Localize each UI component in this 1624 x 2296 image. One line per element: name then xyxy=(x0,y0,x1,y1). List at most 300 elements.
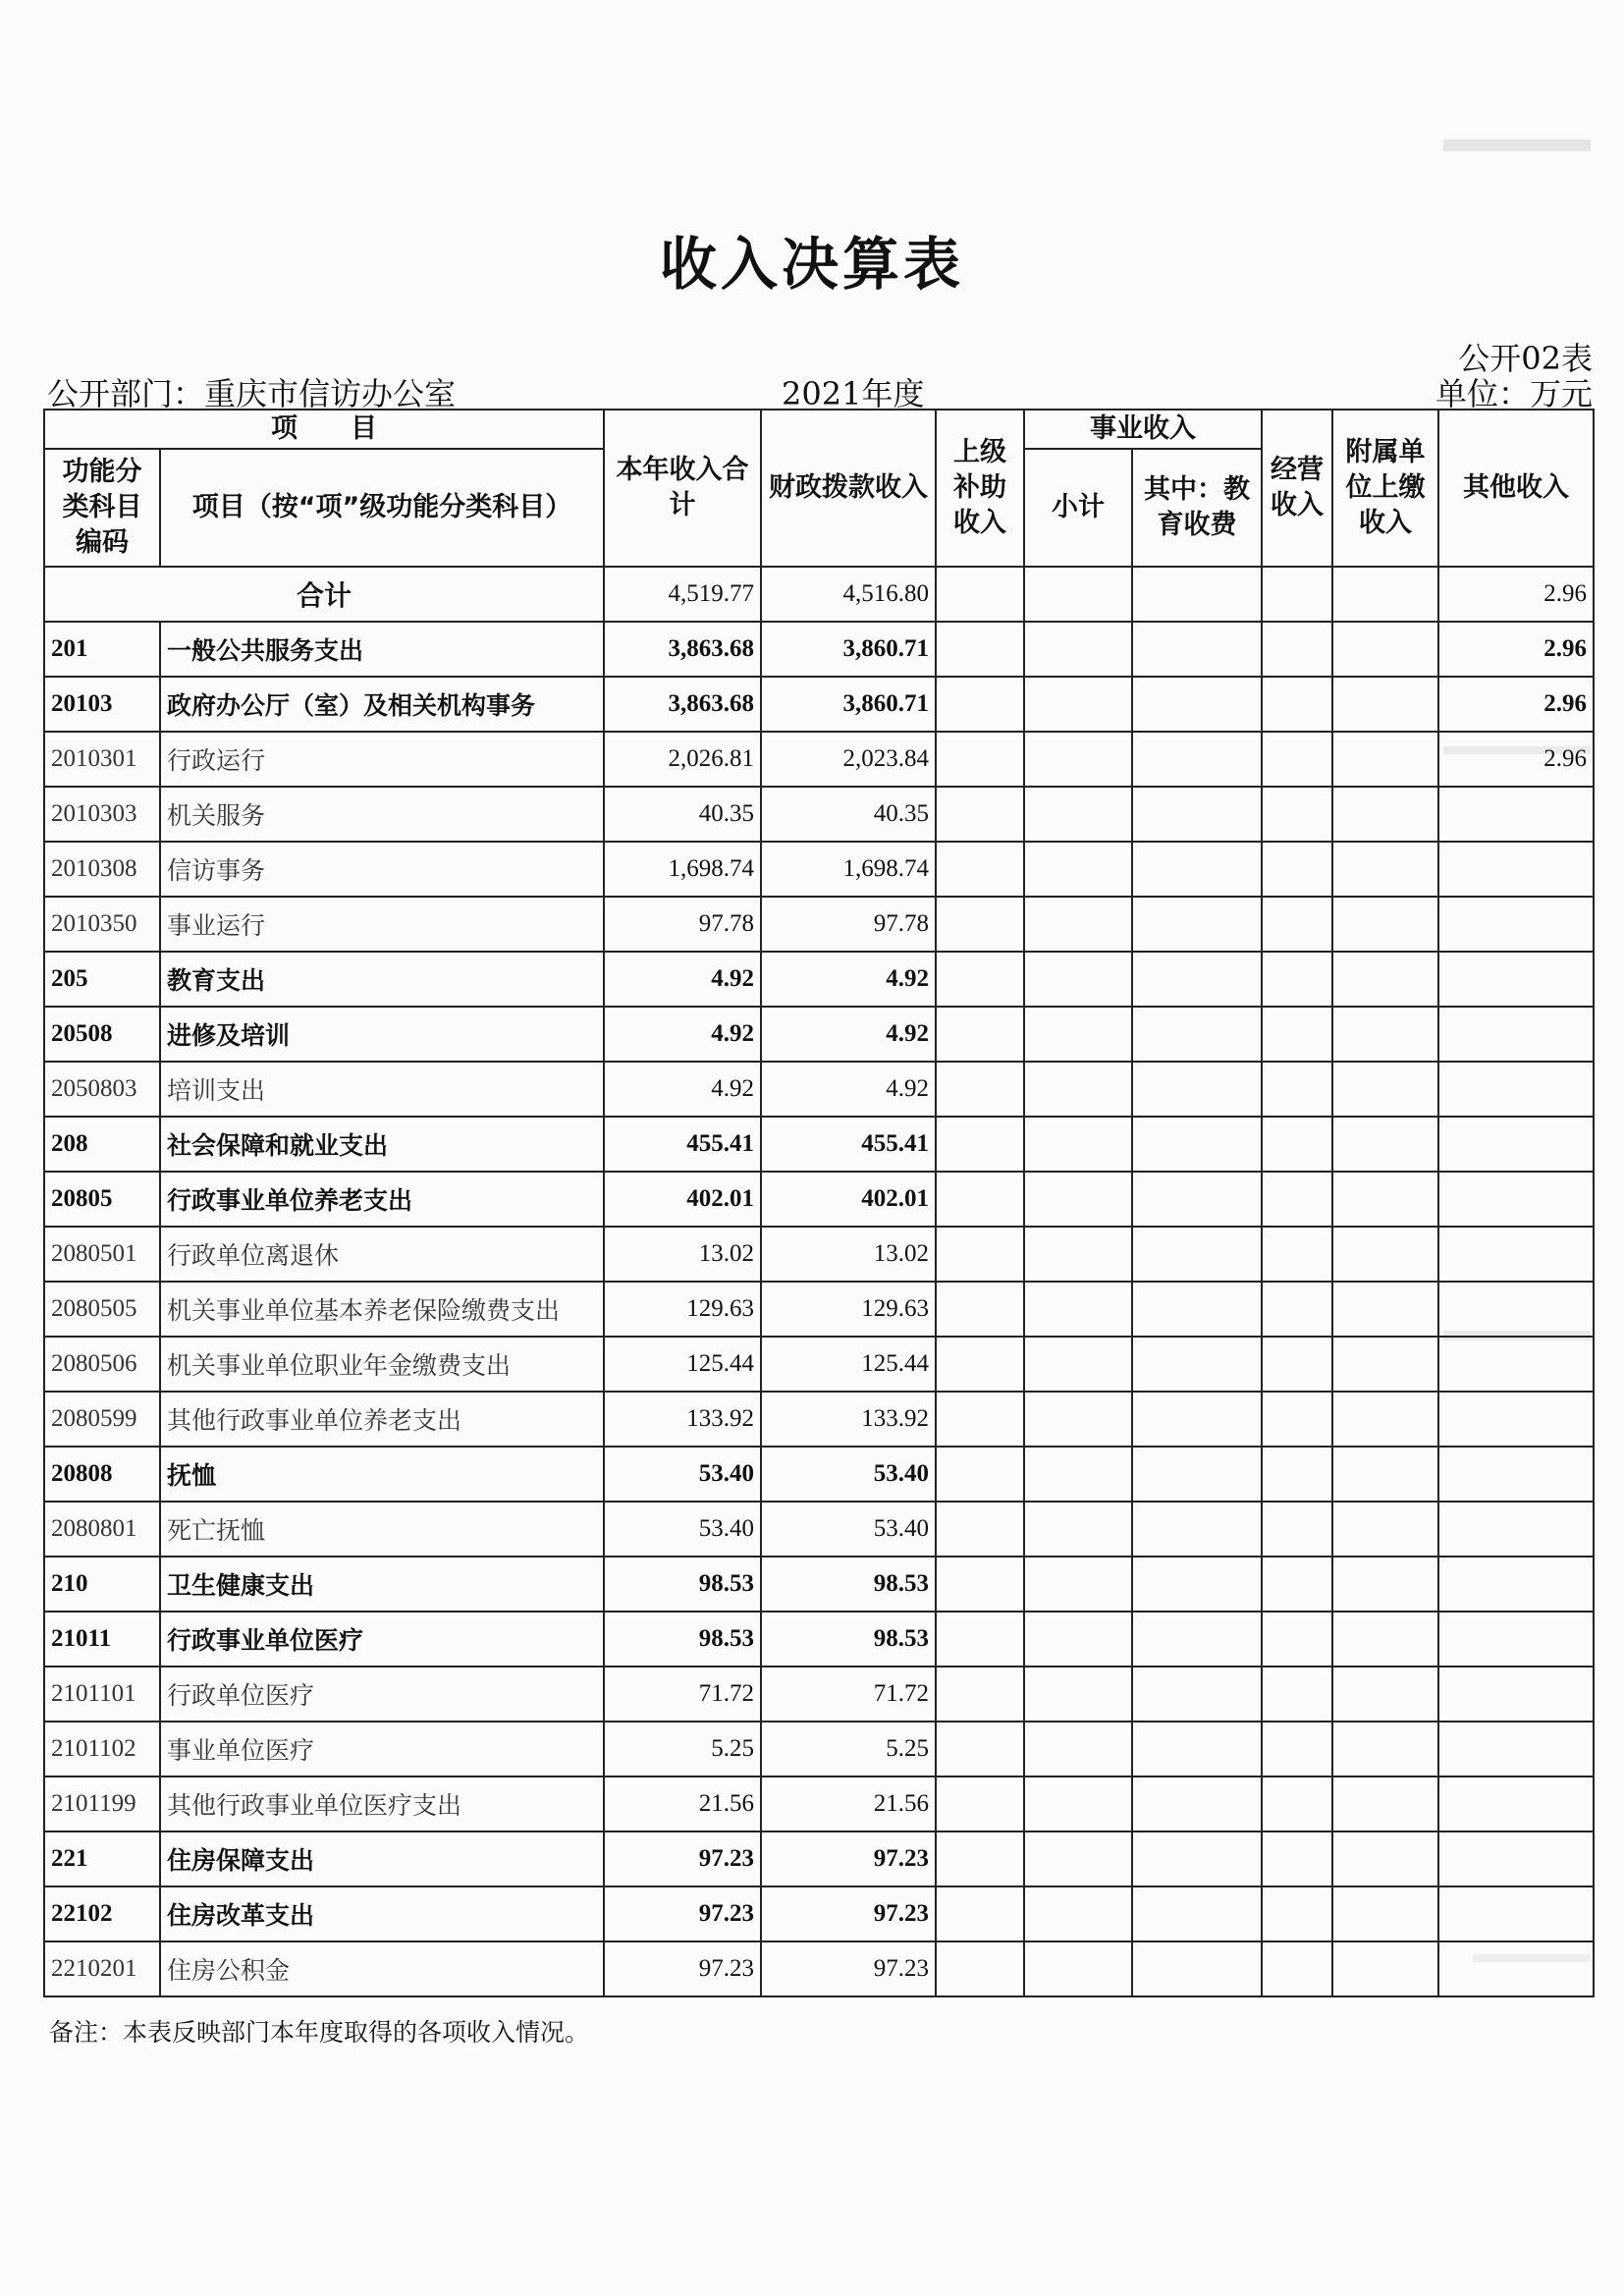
row-name: 机关服务 xyxy=(160,787,604,842)
row-fiscal: 4.92 xyxy=(761,952,936,1007)
row-name: 住房保障支出 xyxy=(160,1831,604,1886)
empty-cell xyxy=(1132,952,1262,1007)
empty-cell xyxy=(1024,1557,1132,1612)
empty-cell xyxy=(936,1612,1024,1667)
empty-cell xyxy=(1024,787,1132,842)
empty-cell xyxy=(1024,1227,1132,1282)
row-fiscal: 3,860.71 xyxy=(761,677,936,732)
empty-cell xyxy=(1332,1447,1438,1502)
row-code: 210 xyxy=(44,1557,160,1612)
row-fiscal: 129.63 xyxy=(761,1282,936,1337)
empty-cell xyxy=(1132,1886,1262,1941)
row-other xyxy=(1438,1941,1594,1996)
empty-cell xyxy=(1024,1282,1132,1337)
empty-cell xyxy=(936,1392,1024,1447)
empty-cell xyxy=(1332,1667,1438,1722)
row-code: 20103 xyxy=(44,677,160,732)
empty-cell xyxy=(936,1007,1024,1062)
empty-cell xyxy=(1332,952,1438,1007)
row-code: 21011 xyxy=(44,1612,160,1667)
row-other: 2.96 xyxy=(1438,622,1594,677)
row-code: 2101199 xyxy=(44,1777,160,1831)
row-fiscal: 97.23 xyxy=(761,1941,936,1996)
table-row xyxy=(44,1886,1594,1941)
empty-cell xyxy=(936,1447,1024,1502)
table-row xyxy=(44,622,1594,677)
empty-cell xyxy=(1332,622,1438,677)
empty-cell xyxy=(1024,732,1132,787)
empty-cell xyxy=(936,1502,1024,1557)
row-fiscal: 98.53 xyxy=(761,1557,936,1612)
empty-cell xyxy=(1262,1886,1332,1941)
row-other xyxy=(1438,1337,1594,1392)
empty-cell xyxy=(1132,1831,1262,1886)
row-name: 信访事务 xyxy=(160,842,604,897)
total-other: 2.96 xyxy=(1438,567,1594,622)
empty-cell xyxy=(1132,842,1262,897)
table-row xyxy=(44,1447,1594,1502)
empty-cell xyxy=(1262,1172,1332,1227)
header-other: 其他收入 xyxy=(1438,410,1594,567)
row-other xyxy=(1438,1667,1594,1722)
row-fiscal: 97.23 xyxy=(761,1831,936,1886)
row-name: 行政事业单位医疗 xyxy=(160,1612,604,1667)
row-fiscal: 133.92 xyxy=(761,1392,936,1447)
row-name: 其他行政事业单位医疗支出 xyxy=(160,1777,604,1831)
empty-cell xyxy=(1332,787,1438,842)
empty-cell xyxy=(1262,1667,1332,1722)
row-fiscal: 455.41 xyxy=(761,1117,936,1172)
empty-cell xyxy=(1024,952,1132,1007)
empty-cell xyxy=(1132,1392,1262,1447)
empty-cell xyxy=(1262,1062,1332,1117)
empty-cell xyxy=(1262,1722,1332,1777)
row-total: 97.23 xyxy=(604,1941,761,1996)
row-fiscal: 402.01 xyxy=(761,1172,936,1227)
table-row xyxy=(44,842,1594,897)
empty-cell xyxy=(1132,1502,1262,1557)
empty-cell xyxy=(1132,1062,1262,1117)
table-header xyxy=(44,410,1594,567)
empty-cell xyxy=(1332,1722,1438,1777)
empty-cell xyxy=(1332,1007,1438,1062)
empty-cell xyxy=(1024,1886,1132,1941)
row-code: 22102 xyxy=(44,1886,160,1941)
table-row xyxy=(44,732,1594,787)
empty-cell xyxy=(1262,952,1332,1007)
row-code: 221 xyxy=(44,1831,160,1886)
row-code: 20805 xyxy=(44,1172,160,1227)
empty-cell xyxy=(936,842,1024,897)
empty-cell xyxy=(936,1337,1024,1392)
empty-cell xyxy=(1024,897,1132,952)
row-total: 133.92 xyxy=(604,1392,761,1447)
empty-cell xyxy=(936,1886,1024,1941)
row-other xyxy=(1438,1777,1594,1831)
row-total: 129.63 xyxy=(604,1282,761,1337)
empty-cell xyxy=(1024,1117,1132,1172)
row-other xyxy=(1438,1227,1594,1282)
row-other xyxy=(1438,1282,1594,1337)
table-row xyxy=(44,1612,1594,1667)
empty-cell xyxy=(936,1282,1024,1337)
header-subtotal: 小计 xyxy=(1024,449,1132,567)
empty-cell xyxy=(1332,1117,1438,1172)
row-fiscal: 13.02 xyxy=(761,1227,936,1282)
row-total: 402.01 xyxy=(604,1172,761,1227)
table-row xyxy=(44,1557,1594,1612)
row-total: 40.35 xyxy=(604,787,761,842)
row-code: 2101102 xyxy=(44,1722,160,1777)
row-total: 3,863.68 xyxy=(604,622,761,677)
empty-cell xyxy=(1262,1941,1332,1996)
table-row xyxy=(44,787,1594,842)
row-fiscal: 97.78 xyxy=(761,897,936,952)
row-total: 2,026.81 xyxy=(604,732,761,787)
row-code: 2080599 xyxy=(44,1392,160,1447)
row-other xyxy=(1438,1062,1594,1117)
row-other xyxy=(1438,1392,1594,1447)
row-fiscal: 53.40 xyxy=(761,1502,936,1557)
row-total: 98.53 xyxy=(604,1612,761,1667)
row-total: 21.56 xyxy=(604,1777,761,1831)
empty-cell xyxy=(936,1117,1024,1172)
total-row xyxy=(44,567,1594,622)
row-other xyxy=(1438,1557,1594,1612)
empty-cell xyxy=(1024,1502,1132,1557)
row-total: 4.92 xyxy=(604,1062,761,1117)
row-code: 2050803 xyxy=(44,1062,160,1117)
empty-cell xyxy=(1262,787,1332,842)
row-name: 行政事业单位养老支出 xyxy=(160,1172,604,1227)
empty-cell xyxy=(1262,622,1332,677)
row-name: 事业运行 xyxy=(160,897,604,952)
row-other xyxy=(1438,842,1594,897)
empty-cell xyxy=(1332,1941,1438,1996)
empty-cell xyxy=(936,1667,1024,1722)
empty-cell xyxy=(1132,1667,1262,1722)
row-other: 2.96 xyxy=(1438,677,1594,732)
table-row xyxy=(44,1337,1594,1392)
row-fiscal: 3,860.71 xyxy=(761,622,936,677)
row-code: 2210201 xyxy=(44,1941,160,1996)
empty-cell xyxy=(1132,1227,1262,1282)
row-total: 98.53 xyxy=(604,1557,761,1612)
empty-cell xyxy=(1262,1282,1332,1337)
empty-cell xyxy=(1024,1612,1132,1667)
row-name: 行政运行 xyxy=(160,732,604,787)
total-label: 合计 xyxy=(44,567,604,622)
row-other xyxy=(1438,952,1594,1007)
row-name: 住房改革支出 xyxy=(160,1886,604,1941)
scan-artifact xyxy=(1443,139,1591,151)
unit-label: 单位：万元 xyxy=(1435,375,1593,412)
header-superior: 上级补助收入 xyxy=(936,410,1024,567)
table-row xyxy=(44,1282,1594,1337)
table-row xyxy=(44,1007,1594,1062)
empty-cell xyxy=(936,677,1024,732)
row-name: 行政单位离退休 xyxy=(160,1227,604,1282)
row-total: 97.23 xyxy=(604,1831,761,1886)
row-code: 20508 xyxy=(44,1007,160,1062)
empty-cell xyxy=(1024,1831,1132,1886)
empty-cell xyxy=(1132,1722,1262,1777)
empty-cell xyxy=(1132,1282,1262,1337)
empty-cell xyxy=(1332,1062,1438,1117)
row-other xyxy=(1438,1447,1594,1502)
form-number: 公开02表 xyxy=(1458,340,1593,377)
empty-cell xyxy=(1262,1007,1332,1062)
empty-cell xyxy=(1332,1886,1438,1941)
header-affiliated: 附属单位上缴收入 xyxy=(1332,410,1438,567)
empty-cell xyxy=(1262,567,1332,622)
header-name: 项目（按“项”级功能分类科目） xyxy=(160,449,604,567)
row-total: 125.44 xyxy=(604,1337,761,1392)
row-code: 2080801 xyxy=(44,1502,160,1557)
table-row xyxy=(44,1777,1594,1831)
empty-cell xyxy=(1132,1612,1262,1667)
empty-cell xyxy=(936,732,1024,787)
footnote: 备注：本表反映部门本年度取得的各项收入情况。 xyxy=(49,2018,590,2047)
empty-cell xyxy=(1332,1502,1438,1557)
empty-cell xyxy=(1024,1062,1132,1117)
row-fiscal: 125.44 xyxy=(761,1337,936,1392)
empty-cell xyxy=(936,787,1024,842)
empty-cell xyxy=(936,567,1024,622)
row-name: 事业单位医疗 xyxy=(160,1722,604,1777)
empty-cell xyxy=(1024,1722,1132,1777)
row-name: 机关事业单位职业年金缴费支出 xyxy=(160,1337,604,1392)
row-code: 208 xyxy=(44,1117,160,1172)
empty-cell xyxy=(1332,1172,1438,1227)
row-total: 4.92 xyxy=(604,1007,761,1062)
empty-cell xyxy=(1262,1447,1332,1502)
header-fiscal: 财政拨款收入 xyxy=(761,410,936,567)
empty-cell xyxy=(1262,1831,1332,1886)
row-name: 住房公积金 xyxy=(160,1941,604,1996)
row-fiscal: 53.40 xyxy=(761,1447,936,1502)
row-code: 20808 xyxy=(44,1447,160,1502)
row-fiscal: 2,023.84 xyxy=(761,732,936,787)
empty-cell xyxy=(1132,1557,1262,1612)
total-income: 4,519.77 xyxy=(604,567,761,622)
row-fiscal: 97.23 xyxy=(761,1886,936,1941)
header-edu-fee: 其中：教育收费 xyxy=(1132,449,1262,567)
table-row xyxy=(44,897,1594,952)
row-total: 71.72 xyxy=(604,1667,761,1722)
header-item: 项 目 xyxy=(44,410,604,449)
row-code: 2080505 xyxy=(44,1282,160,1337)
empty-cell xyxy=(1262,842,1332,897)
table-row xyxy=(44,1062,1594,1117)
row-name: 政府办公厅（室）及相关机构事务 xyxy=(160,677,604,732)
empty-cell xyxy=(936,897,1024,952)
row-other xyxy=(1438,1172,1594,1227)
row-total: 97.23 xyxy=(604,1886,761,1941)
row-fiscal: 1,698.74 xyxy=(761,842,936,897)
row-other xyxy=(1438,1502,1594,1557)
row-total: 53.40 xyxy=(604,1502,761,1557)
row-name: 机关事业单位基本养老保险缴费支出 xyxy=(160,1282,604,1337)
header-total: 本年收入合计 xyxy=(604,410,761,567)
table-row xyxy=(44,1172,1594,1227)
header-operating: 经营收入 xyxy=(1262,410,1332,567)
empty-cell xyxy=(1332,732,1438,787)
empty-cell xyxy=(1132,1777,1262,1831)
row-code: 2010303 xyxy=(44,787,160,842)
row-name: 培训支出 xyxy=(160,1062,604,1117)
header-business: 事业收入 xyxy=(1024,410,1262,449)
row-other xyxy=(1438,1007,1594,1062)
empty-cell xyxy=(936,1831,1024,1886)
empty-cell xyxy=(1024,1172,1132,1227)
header-code: 功能分类科目编码 xyxy=(44,449,160,567)
empty-cell xyxy=(1024,677,1132,732)
empty-cell xyxy=(1332,567,1438,622)
empty-cell xyxy=(1024,1941,1132,1996)
empty-cell xyxy=(936,1722,1024,1777)
empty-cell xyxy=(936,1777,1024,1831)
table-body xyxy=(44,567,1594,1996)
table-row xyxy=(44,1941,1594,1996)
row-name: 进修及培训 xyxy=(160,1007,604,1062)
row-fiscal: 4.92 xyxy=(761,1062,936,1117)
empty-cell xyxy=(1262,1612,1332,1667)
row-total: 3,863.68 xyxy=(604,677,761,732)
empty-cell xyxy=(1262,1392,1332,1447)
row-name: 教育支出 xyxy=(160,952,604,1007)
empty-cell xyxy=(1262,897,1332,952)
empty-cell xyxy=(1132,897,1262,952)
table-row xyxy=(44,1502,1594,1557)
row-other: 2.96 xyxy=(1438,732,1594,787)
table-row xyxy=(44,1722,1594,1777)
row-other xyxy=(1438,787,1594,842)
empty-cell xyxy=(1024,1337,1132,1392)
empty-cell xyxy=(1132,1172,1262,1227)
row-fiscal: 98.53 xyxy=(761,1612,936,1667)
row-name: 卫生健康支出 xyxy=(160,1557,604,1612)
empty-cell xyxy=(1024,1392,1132,1447)
empty-cell xyxy=(936,1557,1024,1612)
row-other xyxy=(1438,897,1594,952)
empty-cell xyxy=(1262,1337,1332,1392)
row-total: 53.40 xyxy=(604,1447,761,1502)
empty-cell xyxy=(936,1172,1024,1227)
empty-cell xyxy=(1262,1557,1332,1612)
row-other xyxy=(1438,1612,1594,1667)
row-name: 其他行政事业单位养老支出 xyxy=(160,1392,604,1447)
empty-cell xyxy=(1332,897,1438,952)
empty-cell xyxy=(1262,1502,1332,1557)
empty-cell xyxy=(1024,567,1132,622)
empty-cell xyxy=(1332,1282,1438,1337)
empty-cell xyxy=(1262,1777,1332,1831)
table-row xyxy=(44,677,1594,732)
empty-cell xyxy=(1332,677,1438,732)
empty-cell xyxy=(1262,732,1332,787)
empty-cell xyxy=(1332,1777,1438,1831)
page-title: 收入决算表 xyxy=(659,231,964,298)
table-row xyxy=(44,1667,1594,1722)
fiscal-year: 2021年度 xyxy=(782,375,925,412)
row-total: 4.92 xyxy=(604,952,761,1007)
empty-cell xyxy=(1132,567,1262,622)
empty-cell xyxy=(936,952,1024,1007)
row-total: 97.78 xyxy=(604,897,761,952)
empty-cell xyxy=(1132,1007,1262,1062)
row-other xyxy=(1438,1886,1594,1941)
empty-cell xyxy=(1262,1117,1332,1172)
empty-cell xyxy=(1332,842,1438,897)
row-total: 455.41 xyxy=(604,1117,761,1172)
table-row xyxy=(44,1117,1594,1172)
empty-cell xyxy=(936,1941,1024,1996)
empty-cell xyxy=(1332,1612,1438,1667)
empty-cell xyxy=(1132,1941,1262,1996)
row-code: 2080501 xyxy=(44,1227,160,1282)
empty-cell xyxy=(1332,1227,1438,1282)
row-code: 2010301 xyxy=(44,732,160,787)
table-row xyxy=(44,1227,1594,1282)
row-name: 一般公共服务支出 xyxy=(160,622,604,677)
row-code: 205 xyxy=(44,952,160,1007)
empty-cell xyxy=(1332,1831,1438,1886)
row-other xyxy=(1438,1117,1594,1172)
row-other xyxy=(1438,1722,1594,1777)
empty-cell xyxy=(1132,1337,1262,1392)
table-row xyxy=(44,1392,1594,1447)
row-name: 抚恤 xyxy=(160,1447,604,1502)
row-total: 13.02 xyxy=(604,1227,761,1282)
empty-cell xyxy=(1024,1777,1132,1831)
empty-cell xyxy=(1332,1392,1438,1447)
income-table xyxy=(43,409,1595,1997)
empty-cell xyxy=(1024,622,1132,677)
empty-cell xyxy=(1262,677,1332,732)
empty-cell xyxy=(1132,787,1262,842)
empty-cell xyxy=(1132,1117,1262,1172)
empty-cell xyxy=(1132,677,1262,732)
row-fiscal: 21.56 xyxy=(761,1777,936,1831)
row-name: 行政单位医疗 xyxy=(160,1667,604,1722)
table-row xyxy=(44,952,1594,1007)
empty-cell xyxy=(1332,1557,1438,1612)
row-total: 1,698.74 xyxy=(604,842,761,897)
row-other xyxy=(1438,1831,1594,1886)
row-code: 2080506 xyxy=(44,1337,160,1392)
empty-cell xyxy=(1132,732,1262,787)
total-fiscal: 4,516.80 xyxy=(761,567,936,622)
row-name: 社会保障和就业支出 xyxy=(160,1117,604,1172)
row-code: 2010350 xyxy=(44,897,160,952)
empty-cell xyxy=(1132,1447,1262,1502)
empty-cell xyxy=(1024,1007,1132,1062)
empty-cell xyxy=(1024,842,1132,897)
row-name: 死亡抚恤 xyxy=(160,1502,604,1557)
table-row xyxy=(44,1831,1594,1886)
empty-cell xyxy=(936,622,1024,677)
row-code: 2101101 xyxy=(44,1667,160,1722)
empty-cell xyxy=(936,1227,1024,1282)
row-fiscal: 71.72 xyxy=(761,1667,936,1722)
row-fiscal: 5.25 xyxy=(761,1722,936,1777)
empty-cell xyxy=(1024,1667,1132,1722)
empty-cell xyxy=(1262,1227,1332,1282)
row-fiscal: 40.35 xyxy=(761,787,936,842)
row-code: 2010308 xyxy=(44,842,160,897)
empty-cell xyxy=(1132,622,1262,677)
